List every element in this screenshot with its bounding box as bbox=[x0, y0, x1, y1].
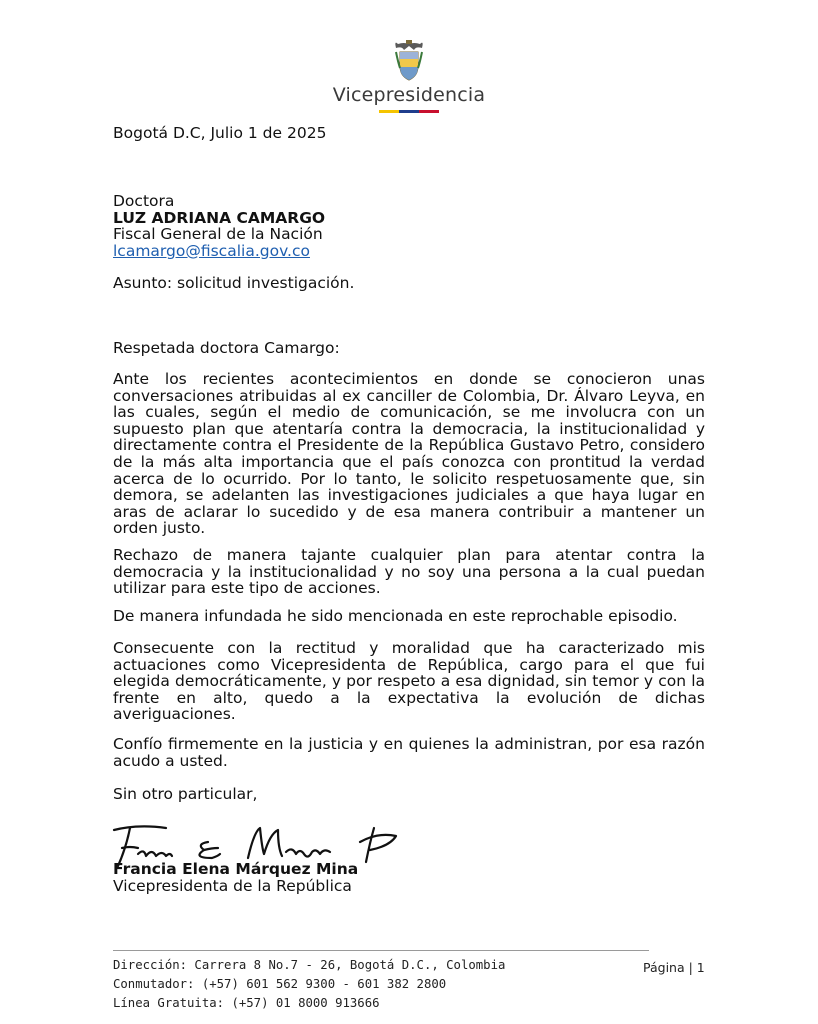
greeting: Respetada doctora Camargo: bbox=[113, 339, 340, 357]
signer-title: Vicepresidenta de la República bbox=[113, 876, 352, 895]
paragraph-1: Ante los recientes acontecimientos en donde se conocieron unas conversaciones atribuidas al ex canciller de Colombia, Dr. Álvaro Leyva, en las cuales, según el medio de comunicación, se me involucra con un supuesto plan que atentaría contra la democracia, la institucionalidad y directamente contra el Presidente de la República Gustavo Petro, considero de la más alta importancia que el país conozca con prontitud la verdad acerca de lo ocurrido. Por lo tanto, le solicito respetuosamente que, sin demora, se adelanten las investigaciones judiciales a que haya lugar en aras de aclarar lo sucedido y de esa manera contribuir a mantener un orden justo. bbox=[113, 370, 705, 538]
footer-toll-free: Línea Gratuita: (+57) 01 8000 913666 bbox=[113, 996, 380, 1010]
institution-name: Vicepresidencia bbox=[332, 84, 486, 106]
signer-name: Francia Elena Márquez Mina bbox=[113, 860, 359, 878]
recipient-title: Doctora bbox=[113, 192, 175, 210]
paragraph-5: Confío firmemente en la justicia y en quienes la administran, por esa razón acudo a usted. bbox=[113, 735, 705, 770]
footer bbox=[113, 956, 633, 1013]
flag-yellow bbox=[379, 110, 399, 113]
recipient-position: Fiscal General de la Nación bbox=[113, 225, 323, 244]
flag-stripe bbox=[379, 110, 439, 113]
subject-line: Asunto: solicitud investigación. bbox=[113, 274, 355, 292]
footer-divider bbox=[113, 950, 649, 951]
footer-address: Dirección: Carrera 8 No.7 - 26, Bogotá D.C., Colombia bbox=[113, 958, 506, 972]
recipient-block bbox=[113, 193, 705, 259]
coat-of-arms-icon bbox=[392, 38, 426, 82]
page-number: Página | 1 bbox=[643, 960, 705, 975]
paragraph-4: Consecuente con la rectitud y moralidad que ha caracterizado mis actuaciones como Vicepresidenta de República, cargo para el que fui elegida democráticamente, y por respeto a esa dignidad, sin temor y con la frente en alto, quedo a la expectativa la evolución de dichas averiguaciones. bbox=[113, 639, 705, 724]
flag-blue bbox=[399, 110, 419, 113]
recipient-name: LUZ ADRIANA CAMARGO bbox=[113, 208, 326, 227]
letterhead bbox=[0, 38, 818, 113]
signer-block bbox=[113, 861, 705, 894]
flag-red bbox=[419, 110, 439, 113]
footer-phone: Conmutador: (+57) 601 562 9300 - 601 382 2800 bbox=[113, 977, 447, 991]
closing: Sin otro particular, bbox=[113, 785, 258, 803]
paragraph-3: De manera infundada he sido mencionada en este reprochable episodio. bbox=[113, 607, 678, 625]
date-line: Bogotá D.C, Julio 1 de 2025 bbox=[113, 124, 327, 142]
recipient-email-link[interactable]: lcamargo@fiscalia.gov.co bbox=[113, 241, 310, 260]
paragraph-2: Rechazo de manera tajante cualquier plan para atentar contra la democracia y la institucionalidad y no soy una persona a la cual puedan utilizar para este tipo de acciones. bbox=[113, 546, 705, 598]
